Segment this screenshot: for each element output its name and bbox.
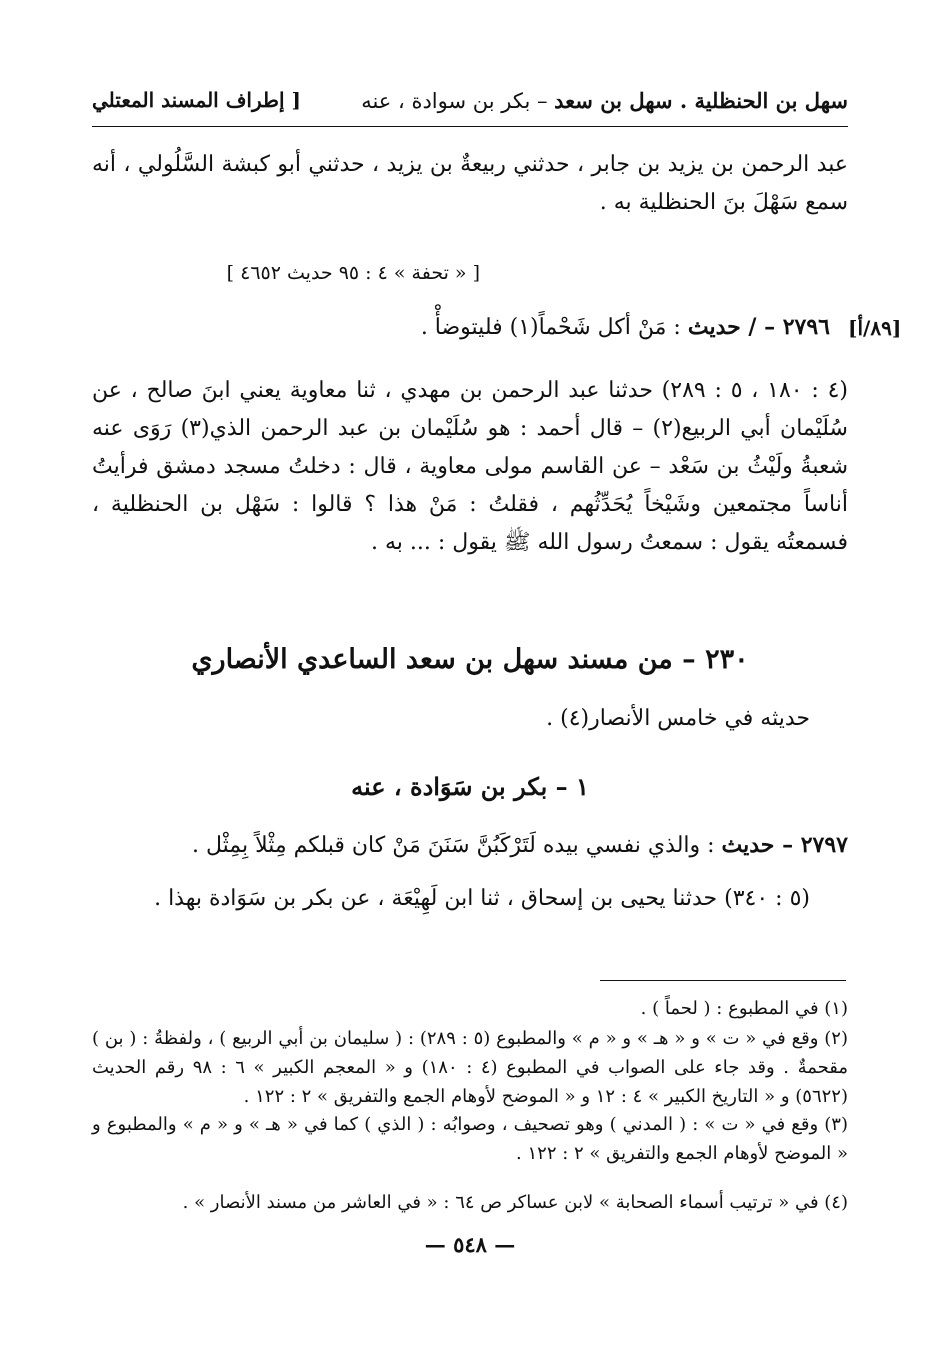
hadith-number: ٢٧٩٦ [782,314,830,340]
section-note: حديثه في خامس الأنصار(٤) . [546,706,810,731]
hadith-label: – / حديث [687,314,783,340]
footnote-4: (٤) في « ترتيب أسماء الصحابة » لابن عساكر ص ٦٤ : « في العاشر من مسند الأنصار » . [182,1192,848,1213]
subsection-title: ١ – بكر بن سَوَادة ، عنه [351,772,589,801]
hadith-2796-body: (٤ : ١٨٠ ، ٥ : ٢٨٩) حدثنا عبد الرحمن بن مهدي ، ثنا معاوية يعني ابنَ صالح ، عن سُلَيْمان أبي الربيع(٢) – قال أحمد : هو سُلَيْمان بن عبد الرحمن الذي(٣) رَوَى عنه شعبةُ ولَيْثُ بن سَعْد – عن القاسم مولى معاوية ، قال : دخلتُ مسجد دمشق فرأيتُ أناساً مجتمعين وشَيْخاً يُحَدِّثُهم ، فقلتُ : مَنْ هذا ؟ قالوا : سَهْل بن الحنظلية ، فسمعتُه يقول : سمعتُ رسول الله ﷺ يقول : ... به . [92,378,848,555]
hadith-2796-heading [92,314,830,340]
tuhfa-reference: [ « تحفة » ٤ : ٩٥ حديث ٤٦٥٢ ] [226,262,480,284]
header-book-title: [ إطراف المسند المعتلي [92,88,301,112]
page-number: — ٥٤٨ — [424,1232,516,1257]
hadith-2797-heading [92,832,848,858]
footnote-separator [600,980,846,981]
header-title [361,88,848,113]
hadith-2797-body: (٥ : ٣٤٠) حدثنا يحيى بن إسحاق ، ثنا ابن لَهِيْعَة ، عن بكر بن سَوَادة بهذا . [154,886,810,911]
hadith-number: ٢٧٩٧ [800,832,848,858]
isnad-paragraph: عبد الرحمن بن يزيد بن جابر ، حدثني ربيعةٌ بن يزيد ، حدثني أبو كبشة السَّلُولي ، أنه سمع سَهْلَ بنَ الحنظلية به . [92,152,848,215]
header-title-bold: سهل بن الحنظلية . سهل بن سعد [554,88,848,113]
hadith-label: – حديث [721,832,801,858]
header-rule [92,126,848,127]
running-header [92,88,848,124]
footnote-1: (١) في المطبوع : ( لحماً ) . [640,998,848,1019]
footnote-2: (٢) وقع في « ت » و « هـ » و « م » والمطبوع (٥ : ٢٨٩) : ( سليمان بن أبي الربيع ) ، ولفظةُ : ( بن ) مقحمةٌ . وقد جاء على الصواب في المطبوع (٤ : ١٨٠) و « المعجم الكبير » ٦ : ٩٨ رقم الحديث (٥٦٢٢) و « التاريخ الكبير » ٤ : ١٢ و « الموضح لأوهام الجمع والتفريق » ٢ : ١٢٢ . [92,1028,848,1107]
footnote-3: (٣) وقع في « ت » : ( المدني ) وهو تصحيف ، وصوابُه : ( الذي ) كما في « هـ » و « م » والمطبوع و « الموضح لأوهام الجمع والتفريق » ٢ : ١٢٢ . [92,1114,848,1164]
manuscript-folio-marker: [٨٩/أ] [848,316,902,340]
hadith-matn: : والذي نفسي بيده لَتَرْكَبُنَّ سَنَنَ مَنْ كان قبلكم مِثْلاً بِمِثْل . [192,833,722,858]
hadith-matn: : مَنْ أكل شَحْماً(١) فليتوضأْ . [420,315,688,340]
header-title-rest: – بكر بن سوادة ، عنه [361,89,555,113]
section-title: ٢٣٠ – من مسند سهل بن سعد الساعدي الأنصاري [191,644,749,675]
